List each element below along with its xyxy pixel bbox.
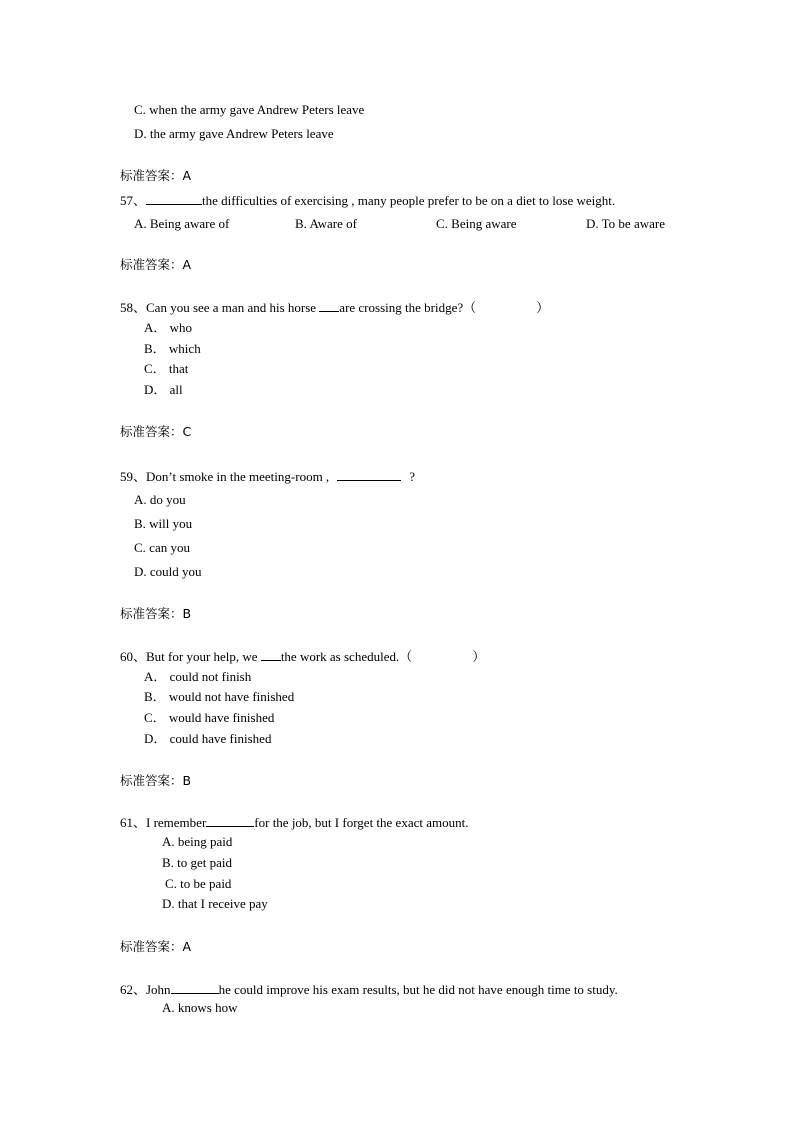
question-stem-post: ? — [409, 469, 415, 484]
question-stem-pre: 58、Can you see a man and his horse — [120, 300, 320, 315]
answer-blank — [206, 814, 254, 827]
answer-blank — [171, 981, 219, 994]
question-stem: the difficulties of exercising , many people prefer to be on a diet to lose weight. — [202, 193, 616, 208]
answer-blank — [319, 299, 339, 312]
question-60 — [120, 648, 485, 665]
option-d: D. the army gave Andrew Peters leave — [134, 126, 334, 141]
option-c: C. when the army gave Andrew Peters leave — [134, 102, 365, 117]
option-d: D. To be aware — [586, 216, 665, 231]
option-d: D. that I receive pay — [162, 896, 268, 911]
option-d: D． all — [144, 382, 183, 397]
question-58 — [120, 299, 549, 316]
question-61 — [120, 814, 468, 831]
question-stem-post: are crossing the bridge?（ — [339, 300, 477, 315]
paren-close: ） — [536, 300, 550, 315]
option-b: B. to get paid — [162, 855, 233, 870]
option-c: C. to be paid — [165, 876, 232, 891]
option-c: C． would have finished — [144, 710, 275, 725]
answer-61: 标准答案：A — [120, 939, 192, 954]
option-b: B. will you — [134, 516, 193, 531]
answer-56: 标准答案：A — [120, 168, 192, 183]
question-57 — [120, 192, 615, 209]
question-stem-pre: 59、Don’t smoke in the meeting-room , — [120, 469, 330, 484]
option-c: C. Being aware — [436, 216, 517, 231]
answer-blank — [261, 648, 281, 661]
question-stem-post: the work as scheduled.（ — [280, 649, 413, 664]
question-number: 57、 — [120, 193, 147, 208]
option-d: D. could you — [134, 564, 202, 579]
option-a: A. Being aware of — [134, 216, 230, 231]
answer-58: 标准答案：C — [120, 424, 192, 439]
answer-59: 标准答案：B — [120, 606, 192, 621]
option-b: B. Aware of — [295, 216, 357, 231]
option-b: B． which — [144, 341, 201, 356]
option-a: A. being paid — [162, 834, 233, 849]
question-stem-pre: 62、John — [120, 982, 171, 997]
question-stem-pre: 61、I remember — [120, 815, 207, 830]
paren-close: ） — [472, 649, 486, 664]
answer-60: 标准答案：B — [120, 773, 192, 788]
option-d: D． could have finished — [144, 731, 272, 746]
question-stem-post: for the job, but I forget the exact amount. — [254, 815, 469, 830]
question-59 — [120, 468, 415, 485]
question-stem-pre: 60、But for your help, we — [120, 649, 261, 664]
answer-blank — [337, 468, 401, 481]
question-62 — [120, 981, 618, 998]
answer-57: 标准答案：A — [120, 257, 192, 272]
option-a: A． could not finish — [144, 669, 252, 684]
option-c: C． that — [144, 361, 189, 376]
option-a: A. knows how — [162, 1000, 238, 1015]
option-a: A. do you — [134, 492, 186, 507]
option-c: C. can you — [134, 540, 190, 555]
question-stem-post: he could improve his exam results, but he did not have enough time to study. — [218, 982, 618, 997]
option-a: A． who — [144, 320, 193, 335]
answer-blank — [146, 192, 202, 205]
option-b: B． would not have finished — [144, 689, 295, 704]
